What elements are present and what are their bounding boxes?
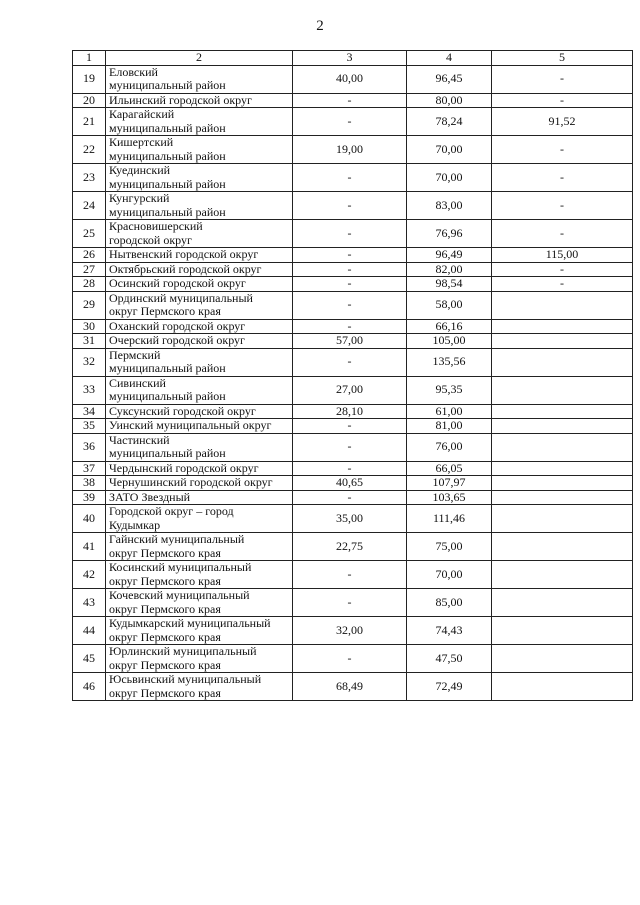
- municipality-name-line: Чернушинский городской округ: [109, 475, 273, 489]
- municipality-name: [106, 376, 293, 404]
- value-col4: 105,00: [407, 334, 492, 349]
- table-row: [73, 461, 633, 476]
- municipality-name: [106, 65, 293, 93]
- column-header: 4: [407, 51, 492, 66]
- value-col5: [492, 645, 633, 673]
- municipality-name-line: Чердынский городской округ: [109, 460, 259, 475]
- value-col4: 111,46: [407, 505, 492, 533]
- row-number: 38: [73, 476, 106, 491]
- value-col4: 78,24: [407, 108, 492, 136]
- row-number: 29: [73, 291, 106, 319]
- value-col3: 27,00: [293, 376, 407, 404]
- value-col3: 19,00: [293, 136, 407, 164]
- table-row: [73, 262, 633, 277]
- value-col3: -: [293, 93, 407, 108]
- value-col5: [492, 348, 633, 376]
- value-col4: 82,00: [407, 262, 492, 277]
- municipality-name-line: муниципальный район: [109, 120, 226, 135]
- table-row: [73, 433, 633, 461]
- column-header: 5: [492, 51, 633, 66]
- value-col4: 135,56: [407, 348, 492, 376]
- value-col3: -: [293, 108, 407, 136]
- municipality-name: [106, 136, 293, 164]
- table-row: [73, 248, 633, 263]
- municipality-name: [106, 476, 293, 491]
- value-col3: 57,00: [293, 334, 407, 349]
- value-col3: -: [293, 561, 407, 589]
- municipality-name-line: округ Пермского края: [109, 685, 221, 700]
- municipality-name-line: Суксунский городской округ: [109, 403, 256, 418]
- municipality-name-line: округ Пермского края: [109, 304, 221, 318]
- municipality-name: [106, 505, 293, 533]
- value-col3: -: [293, 192, 407, 220]
- municipality-name-line: Уинский муниципальный округ: [109, 418, 272, 432]
- value-col4: 96,49: [407, 248, 492, 263]
- value-col3: -: [293, 277, 407, 292]
- value-col5: [492, 533, 633, 561]
- value-col4: 58,00: [407, 291, 492, 319]
- value-col5: [492, 461, 633, 476]
- value-col3: -: [293, 291, 407, 319]
- municipality-name: [106, 319, 293, 334]
- municipality-name-line: Ильинский городской округ: [109, 92, 252, 107]
- row-number: 41: [73, 533, 106, 561]
- table-header-row: [73, 51, 633, 66]
- value-col4: 70,00: [407, 136, 492, 164]
- municipality-name-line: округ Пермского края: [109, 573, 221, 588]
- row-number: 27: [73, 262, 106, 277]
- table-row: [73, 476, 633, 491]
- value-col5: [492, 505, 633, 533]
- table-row: [73, 319, 633, 334]
- municipality-name: [106, 277, 293, 292]
- value-col4: 107,97: [407, 476, 492, 491]
- value-col5: [492, 404, 633, 419]
- table-row: [73, 404, 633, 419]
- table-row: [73, 419, 633, 434]
- municipality-name-line: округ Пермского края: [109, 601, 221, 616]
- value-col3: -: [293, 461, 407, 476]
- municipality-name-line: Красновишерский: [109, 219, 203, 233]
- value-col3: -: [293, 419, 407, 434]
- municipality-name-line: Оханский городской округ: [109, 318, 246, 333]
- column-header: 1: [73, 51, 106, 66]
- municipality-name-line: муниципальный район: [109, 78, 226, 92]
- municipality-name-line: Еловский: [109, 64, 158, 79]
- value-col5: -: [492, 277, 633, 292]
- table-row: [73, 617, 633, 645]
- municipality-name: [106, 334, 293, 349]
- municipality-name-line: Октябрьский городской округ: [109, 261, 262, 276]
- value-col3: -: [293, 248, 407, 263]
- municipality-name-line: Юсьвинский муниципальный: [109, 672, 262, 686]
- municipality-name: [106, 404, 293, 419]
- municipality-name-line: Нытвенский городской округ: [109, 247, 259, 261]
- value-col3: -: [293, 589, 407, 617]
- value-col5: -: [492, 136, 633, 164]
- municipality-name-line: округ Пермского края: [109, 657, 221, 672]
- table-row: [73, 348, 633, 376]
- value-col5: [492, 433, 633, 461]
- table-row: [73, 490, 633, 505]
- row-number: 26: [73, 248, 106, 263]
- municipality-name-line: Кудымкар: [109, 517, 161, 532]
- table-row: [73, 192, 633, 220]
- row-number: 33: [73, 376, 106, 404]
- table-row: [73, 334, 633, 349]
- municipality-name: [106, 645, 293, 673]
- value-col3: 22,75: [293, 533, 407, 561]
- row-number: 45: [73, 645, 106, 673]
- column-header: 2: [106, 51, 293, 66]
- municipality-name-line: округ Пермского края: [109, 629, 221, 644]
- row-number: 24: [73, 192, 106, 220]
- row-number: 46: [73, 673, 106, 701]
- municipality-name-line: городской округ: [109, 232, 192, 247]
- value-col4: 66,05: [407, 461, 492, 476]
- row-number: 21: [73, 108, 106, 136]
- value-col5: [492, 376, 633, 404]
- value-col4: 61,00: [407, 404, 492, 419]
- value-col3: 35,00: [293, 505, 407, 533]
- row-number: 31: [73, 334, 106, 349]
- value-col3: -: [293, 490, 407, 505]
- municipality-name: [106, 192, 293, 220]
- municipality-name: [106, 673, 293, 701]
- municipality-name: [106, 533, 293, 561]
- table-row: [73, 108, 633, 136]
- municipality-name-line: Пермский: [109, 347, 161, 362]
- value-col5: [492, 617, 633, 645]
- table-row: [73, 93, 633, 108]
- row-number: 20: [73, 93, 106, 108]
- value-col3: -: [293, 645, 407, 673]
- value-col4: 103,65: [407, 490, 492, 505]
- row-number: 30: [73, 319, 106, 334]
- row-number: 22: [73, 136, 106, 164]
- value-col5: [492, 589, 633, 617]
- value-col4: 76,00: [407, 433, 492, 461]
- value-col3: -: [293, 164, 407, 192]
- value-col3: 32,00: [293, 617, 407, 645]
- row-number: 40: [73, 505, 106, 533]
- municipality-name: [106, 93, 293, 108]
- municipality-name-line: муниципальный район: [109, 361, 226, 375]
- municipality-name: [106, 433, 293, 461]
- row-number: 44: [73, 617, 106, 645]
- column-header: 3: [293, 51, 407, 66]
- municipality-name: [106, 248, 293, 263]
- municipality-name-line: ЗАТО Звездный: [109, 489, 191, 504]
- municipality-name-line: Городской округ – город: [109, 504, 234, 518]
- value-col5: -: [492, 220, 633, 248]
- municipality-name-line: муниципальный район: [109, 148, 226, 163]
- municipality-name: [106, 419, 293, 434]
- municipality-name-line: Кочевский муниципальный: [109, 588, 250, 602]
- municipality-name-line: Кудымкарский муниципальный: [109, 616, 271, 630]
- value-col5: -: [492, 192, 633, 220]
- value-col4: 95,35: [407, 376, 492, 404]
- table-row: [73, 220, 633, 248]
- value-col4: 81,00: [407, 419, 492, 434]
- value-col3: -: [293, 220, 407, 248]
- value-col4: 83,00: [407, 192, 492, 220]
- value-col4: 70,00: [407, 164, 492, 192]
- municipality-name: [106, 490, 293, 505]
- value-col3: -: [293, 348, 407, 376]
- value-col3: 40,65: [293, 476, 407, 491]
- municipality-name-line: Куединский: [109, 163, 171, 177]
- table-row: [73, 561, 633, 589]
- table-row: [73, 505, 633, 533]
- value-col3: 40,00: [293, 65, 407, 93]
- municipality-name: [106, 291, 293, 319]
- municipality-name: [106, 617, 293, 645]
- table-row: [73, 164, 633, 192]
- table-row: [73, 589, 633, 617]
- value-col5: 91,52: [492, 108, 633, 136]
- table-row: [73, 645, 633, 673]
- value-col5: [492, 291, 633, 319]
- value-col5: -: [492, 65, 633, 93]
- row-number: 37: [73, 461, 106, 476]
- value-col4: 70,00: [407, 561, 492, 589]
- value-col3: 68,49: [293, 673, 407, 701]
- municipality-name: [106, 164, 293, 192]
- municipality-name: [106, 561, 293, 589]
- municipality-name-line: Осинский городской округ: [109, 276, 246, 290]
- municipality-name-line: муниципальный район: [109, 446, 226, 460]
- municipality-name-line: округ Пермского края: [109, 545, 221, 560]
- municipality-name: [106, 220, 293, 248]
- municipality-name: [106, 589, 293, 617]
- municipality-name-line: Очерский городской округ: [109, 333, 245, 347]
- value-col5: -: [492, 93, 633, 108]
- row-number: 19: [73, 65, 106, 93]
- row-number: 35: [73, 419, 106, 434]
- table-row: [73, 277, 633, 292]
- municipality-name: [106, 348, 293, 376]
- value-col4: 75,00: [407, 533, 492, 561]
- municipality-name: [106, 461, 293, 476]
- table-body: [73, 65, 633, 701]
- row-number: 42: [73, 561, 106, 589]
- row-number: 28: [73, 277, 106, 292]
- data-table: [72, 50, 633, 701]
- value-col5: [492, 419, 633, 434]
- municipality-name-line: Карагайский: [109, 107, 175, 121]
- value-col4: 72,49: [407, 673, 492, 701]
- value-col5: [492, 673, 633, 701]
- municipality-name-line: Кишертский: [109, 135, 174, 149]
- table-row: [73, 533, 633, 561]
- row-number: 23: [73, 164, 106, 192]
- table-row: [73, 65, 633, 93]
- value-col3: -: [293, 319, 407, 334]
- row-number: 25: [73, 220, 106, 248]
- value-col5: [492, 334, 633, 349]
- municipality-name-line: Частинский: [109, 432, 170, 447]
- value-col4: 74,43: [407, 617, 492, 645]
- row-number: 43: [73, 589, 106, 617]
- value-col5: [492, 561, 633, 589]
- value-col4: 47,50: [407, 645, 492, 673]
- value-col4: 98,54: [407, 277, 492, 292]
- value-col4: 76,96: [407, 220, 492, 248]
- table-row: [73, 291, 633, 319]
- value-col4: 96,45: [407, 65, 492, 93]
- value-col4: 85,00: [407, 589, 492, 617]
- value-col5: [492, 476, 633, 491]
- table-row: [73, 673, 633, 701]
- municipality-name: [106, 262, 293, 277]
- municipality-name-line: Кунгурский: [109, 191, 170, 205]
- value-col3: -: [293, 433, 407, 461]
- municipality-name-line: Косинский муниципальный: [109, 560, 252, 574]
- value-col4: 66,16: [407, 319, 492, 334]
- municipality-name-line: Сивинский: [109, 375, 166, 390]
- municipality-name-line: Юрлинский муниципальный: [109, 644, 257, 658]
- value-col5: -: [492, 164, 633, 192]
- municipality-name: [106, 108, 293, 136]
- row-number: 32: [73, 348, 106, 376]
- row-number: 36: [73, 433, 106, 461]
- value-col5: 115,00: [492, 248, 633, 263]
- value-col5: [492, 490, 633, 505]
- table-row: [73, 376, 633, 404]
- value-col4: 80,00: [407, 93, 492, 108]
- table-row: [73, 136, 633, 164]
- row-number: 34: [73, 404, 106, 419]
- municipality-name-line: муниципальный район: [109, 176, 226, 191]
- municipality-name-line: муниципальный район: [109, 389, 226, 403]
- value-col3: -: [293, 262, 407, 277]
- municipality-name-line: Гайнский муниципальный: [109, 532, 245, 546]
- value-col3: 28,10: [293, 404, 407, 419]
- row-number: 39: [73, 490, 106, 505]
- page-number: 2: [316, 18, 324, 34]
- municipality-name-line: муниципальный район: [109, 204, 226, 219]
- value-col5: -: [492, 262, 633, 277]
- value-col5: [492, 319, 633, 334]
- municipality-name-line: Ординский муниципальный: [109, 290, 253, 305]
